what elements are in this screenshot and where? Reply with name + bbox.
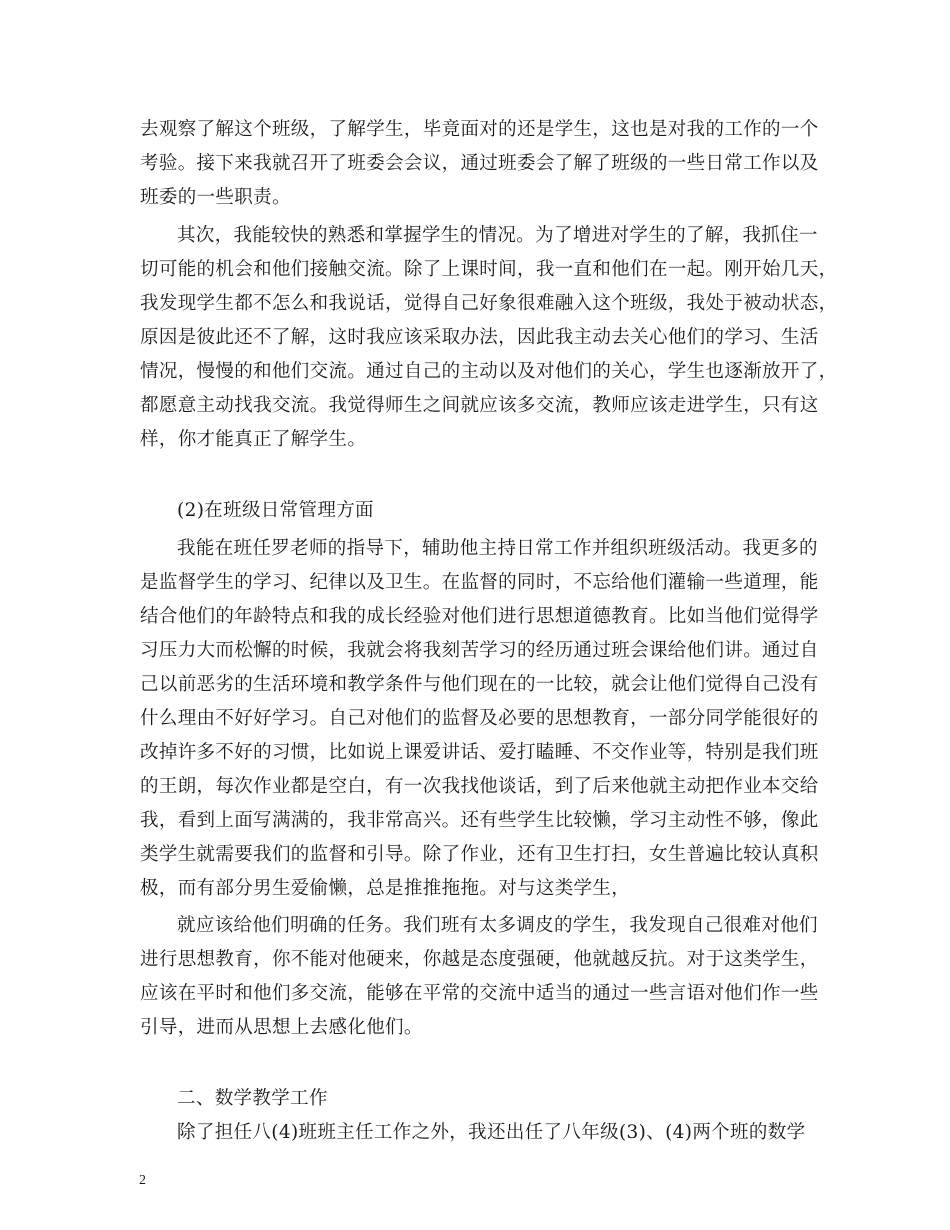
body-text-line: 班委的一些职责。 [140, 187, 291, 208]
section-heading: 二、数学教学工作 [177, 1088, 328, 1109]
body-text-line: 结合他们的年龄特点和我的成长经验对他们进行思想道德教育。比如当他们觉得学 [140, 606, 819, 627]
body-text-line: 改掉许多不好的习惯，比如说上课爱讲话、爱打瞌睡、不交作业等，特别是我们班 [140, 742, 819, 763]
body-text-line: 情况，慢慢的和他们交流。通过自己的主动以及对他们的关心，学生也逐渐放开了， [140, 361, 838, 382]
body-text-line: 我，看到上面写满满的，我非常高兴。还有些学生比较懒，学习主动性不够，像此 [140, 810, 819, 831]
body-text-line: 切可能的机会和他们接触交流。除了上课时间，我一直和他们在一起。刚开始几天， [140, 259, 838, 280]
body-text-line: 进行思想教育，你不能对他硬来，你越是态度强硬，他就越反抗。对于这类学生， [140, 949, 819, 970]
body-text-line: 什么理由不好好学习。自己对他们的监督及必要的思想教育，一部分同学能很好的 [140, 708, 819, 729]
body-text-line: 的王朗，每次作业都是空白，有一次我找他谈话，到了后来他就主动把作业本交给 [140, 776, 819, 797]
page-number: 2 [139, 1173, 146, 1188]
body-text-line: 原因是彼此还不了解，这时我应该采取办法，因此我主动去关心他们的学习、生活 [140, 327, 819, 348]
body-text-line: 样，你才能真正了解学生。 [140, 429, 367, 450]
body-text-line: 引导，进而从思想上去感化他们。 [140, 1017, 423, 1038]
body-text-line: 习压力大而松懈的时候，我就会将我刻苦学习的经历通过班会课给他们讲。通过自 [140, 640, 819, 661]
body-text-line: 类学生就需要我们的监督和引导。除了作业，还有卫生打扫，女生普遍比较认真积 [140, 844, 819, 865]
body-text-line: 去观察了解这个班级，了解学生，毕竟面对的还是学生，这也是对我的工作的一个 [140, 119, 819, 140]
paragraph-first-line: 其次，我能较快的熟悉和掌握学生的情况。为了增进对学生的了解，我抓住一 [177, 225, 818, 246]
body-text-line: 极，而有部分男生爱偷懒，总是推推拖拖。对与这类学生， [140, 878, 631, 899]
paragraph-first-line: 除了担任八(4)班班主任工作之外，我还出任了八年级(3)、(4)两个班的数学 [177, 1122, 806, 1143]
body-text-line: 是监督学生的学习、纪律以及卫生。在监督的同时，不忘给他们灌输一些道理，能 [140, 572, 819, 593]
body-text-line: 考验。接下来我就召开了班委会会议，通过班委会了解了班级的一些日常工作以及 [140, 153, 819, 174]
section-subheading: (2)在班级日常管理方面 [177, 500, 374, 521]
body-text-line: 己以前恶劣的生活环境和教学条件与他们现在的一比较，就会让他们觉得自己没有 [140, 674, 819, 695]
paragraph-first-line: 就应该给他们明确的任务。我们班有太多调皮的学生，我发现自己很难对他们 [177, 915, 818, 936]
body-text-line: 应该在平时和他们多交流，能够在平常的交流中适当的通过一些言语对他们作一些 [140, 983, 819, 1004]
paragraph-first-line: 我能在班任罗老师的指导下，辅助他主持日常工作并组织班级活动。我更多的 [177, 538, 818, 559]
body-text-line: 我发现学生都不怎么和我说话，觉得自己好象很难融入这个班级，我处于被动状态， [140, 293, 838, 314]
body-text-line: 都愿意主动找我交流。我觉得师生之间就应该多交流，教师应该走进学生，只有这 [140, 395, 819, 416]
